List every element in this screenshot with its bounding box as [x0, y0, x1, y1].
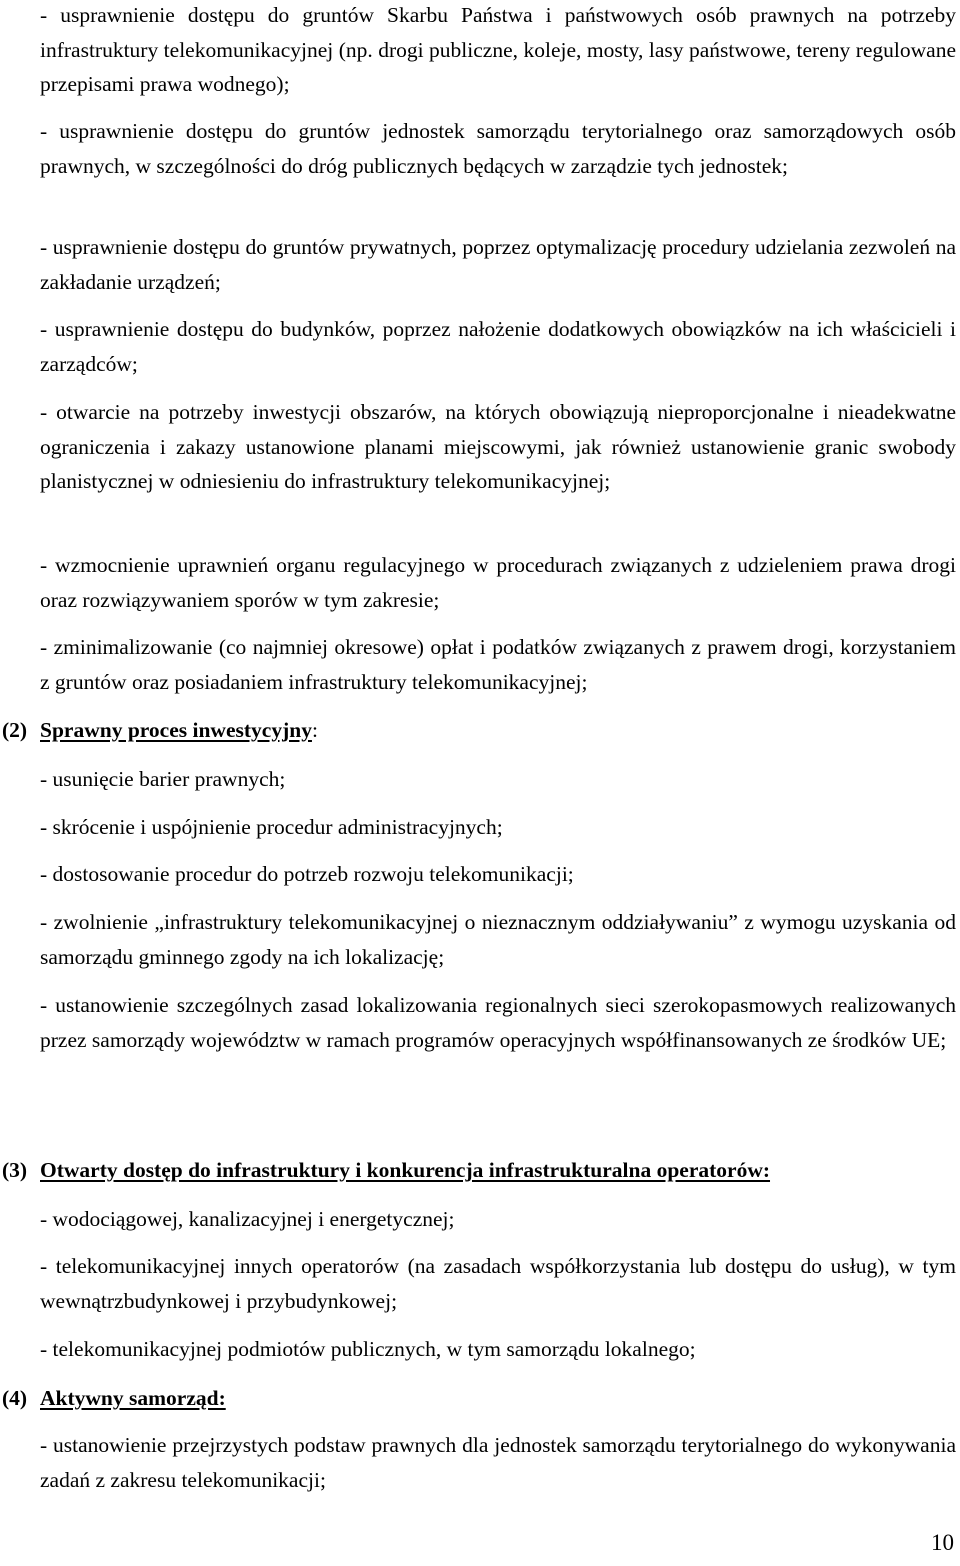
section-number: (4) [2, 1386, 28, 1410]
page-number: 10 [931, 1530, 954, 1555]
list-item: - otwarcie na potrzeby inwestycji obszarów, na których obowiązują nieproporcjonalne i nieadekwatne ograniczenia i zakazy ustanowione planami miejscowymi, jak również ustanowienie granic swobody planistycznej w odniesieniu do infrastruktury telekomunikacyjnej; [40, 400, 956, 493]
list-item: - ustanowienie przejrzystych podstaw prawnych dla jednostek samorządu terytorialnego do wykonywania zadań z zakresu telekomunikacji; [40, 1433, 956, 1492]
list-item: - wodociągowej, kanalizacyjnej i energetycznej; [40, 1207, 455, 1231]
section-heading-3 [2, 1153, 770, 1188]
list-item: - usprawnienie dostępu do gruntów prywatnych, poprzez optymalizację procedury udzielania zezwoleń na zakładanie urządzeń; [40, 235, 956, 294]
list-item: - dostosowanie procedur do potrzeb rozwoju telekomunikacji; [40, 862, 574, 886]
list-item: - usunięcie barier prawnych; [40, 767, 286, 791]
section-title-colon: : [311, 718, 318, 742]
list-item: - skrócenie i uspójnienie procedur administracyjnych; [40, 815, 503, 839]
list-item: - zminimalizowanie (co najmniej okresowe) opłat i podatków związanych z prawem drogi, korzystaniem z gruntów oraz posiadaniem infrastruktury telekomunikacyjnej; [40, 635, 956, 694]
list-item: - wzmocnienie uprawnień organu regulacyjnego w procedurach związanych z udzieleniem prawa drogi oraz rozwiązywaniem sporów w tym zakresie; [40, 553, 956, 612]
section-number: (3) [2, 1158, 28, 1182]
section-heading-2 [2, 713, 318, 748]
list-item: - usprawnienie dostępu do gruntów Skarbu Państwa i państwowych osób prawnych na potrzeby infrastruktury telekomunikacyjnej (np. drogi publiczne, koleje, mosty, lasy państwowe, tereny regulowane przepisami prawa wodnego); [40, 3, 956, 96]
list-item: - zwolnienie „infrastruktury telekomunikacyjnej o nieznacznym oddziaływaniu” z wymogu uzyskania od samorządu gminnego zgody na ich lokalizację; [40, 910, 956, 969]
section-number: (2) [2, 718, 28, 742]
list-item: - telekomunikacyjnej innych operatorów (na zasadach współkorzystania lub dostępu do usług), w tym wewnątrzbudynkowej i przybudynkowej; [40, 1254, 956, 1313]
list-item: - ustanowienie szczególnych zasad lokalizowania regionalnych sieci szerokopasmowych realizowanych przez samorządy województw w ramach programów operacyjnych współfinansowanych ze środków UE; [40, 993, 956, 1052]
section-title: Sprawny proces inwestycyjny [40, 718, 312, 742]
section-title: Otwarty dostęp do infrastruktury i konkurencja infrastrukturalna operatorów: [40, 1158, 771, 1182]
list-item: - usprawnienie dostępu do gruntów jednostek samorządu terytorialnego oraz samorządowych osób prawnych, w szczególności do dróg publicznych będących w zarządzie tych jednostek; [40, 119, 956, 178]
section-heading-4 [2, 1381, 226, 1416]
list-item: - usprawnienie dostępu do budynków, poprzez nałożenie dodatkowych obowiązków na ich właścicieli i zarządców; [40, 317, 956, 376]
section-title: Aktywny samorząd: [40, 1386, 226, 1410]
list-item: - telekomunikacyjnej podmiotów publicznych, w tym samorządu lokalnego; [40, 1337, 696, 1361]
